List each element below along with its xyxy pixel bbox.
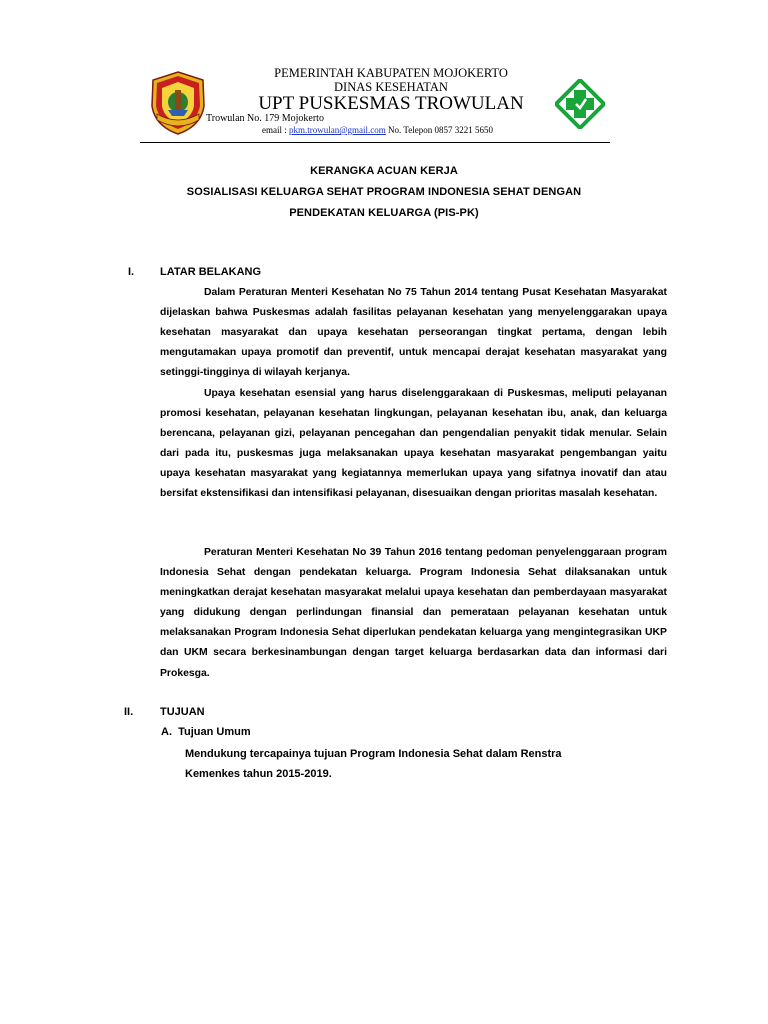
header-department-name: DINAS KESEHATAN	[334, 80, 448, 94]
subsection-tujuan-umum: A. Tujuan Umum	[161, 726, 251, 738]
section-number: II.	[124, 706, 134, 718]
phone-text: No. Telepon 0857 3221 5650	[385, 125, 493, 135]
header-contact	[262, 125, 493, 135]
header-address: Trowulan No. 179 Mojokerto	[206, 113, 324, 124]
paragraph-3: Peraturan Menteri Kesehatan No 39 Tahun 2016 tentang pedoman penyelenggaraan program Indonesia Sehat dengan pendekatan keluarga. Program Indonesia Sehat dilaksanakan untuk meningkatkan derajat kesehatan masyarakat melalui upaya kesehatan dan pemberdayaan masyarakat yang didukung dengan perlindungan finansial dan pemerataan pelayanan kesehatan untuk melaksanakan Program Indonesia Sehat diperlukan pendekatan keluarga yang mengintegrasikan UKP dan UKM secara berkesinambungan dengan target keluarga berdasarkan data dan informasi dari Prokesga.	[160, 547, 667, 679]
email-label: email :	[262, 125, 289, 135]
text-line: Mendukung tercapainya tujuan Program Indonesia Sehat dalam Renstra	[185, 748, 562, 760]
paragraph-1: Dalam Peraturan Menteri Kesehatan No 75 Tahun 2014 tentang Pusat Kesehatan Masyarakat dijelaskan bahwa Puskesmas adalah fasilitas pelayanan kesehatan yang menyelenggarakan upaya kesehatan masyarakat dan upaya kesehatan perseorangan tingkat pertama, dengan lebih mengutamakan upaya promotif dan preventif, untuk mencapai derajat kesehatan masyarakat yang setinggi-tingginya di wilayah kerjanya.	[160, 287, 667, 379]
section-heading-latar-belakang: LATAR BELAKANG	[160, 266, 262, 278]
header-institution-name: UPT PUSKESMAS TROWULAN	[258, 93, 524, 114]
email-link[interactable]: pkm.trowulan@gmail.com	[289, 125, 386, 135]
section-heading-tujuan: TUJUAN	[160, 706, 205, 718]
document-title: KERANGKA ACUAN KERJA	[310, 165, 458, 177]
subsection-tujuan-umum-text	[185, 744, 625, 784]
puskesmas-logo-icon	[555, 79, 605, 129]
document-subtitle-line1: SOSIALISASI KELUARGA SEHAT PROGRAM INDONESIA SEHAT DENGAN	[186, 186, 582, 198]
header-government-name: PEMERINTAH KABUPATEN MOJOKERTO	[274, 66, 508, 80]
section-number: I.	[128, 266, 135, 278]
document-subtitle-line2: PENDEKATAN KELUARGA (PIS-PK)	[289, 207, 479, 219]
paragraph-2: Upaya kesehatan esensial yang harus diselenggarakaan di Puskesmas, meliputi pelayanan promosi kesehatan, pelayanan kesehatan lingkungan, pelayanan kesehatan ibu, anak, dan keluarga berencana, pelayanan gizi, pelayanan pencegahan dan pengendalian penyakit tidak menular. Selain dari pada itu, puskesmas juga melaksanakan upaya kesehatan masyarakat pengembangan yaitu upaya kesehatan masyarakat yang kegiatannya memerlukan upaya yang sifatnya inovatif dan atau bersifat ekstensifikasi dan intensifikasi pelayanan, disesuaikan dengan prioritas masalah kesehatan.	[160, 388, 667, 500]
text-line: Kemenkes tahun 2015-2019.	[185, 768, 332, 780]
header-divider	[140, 142, 610, 143]
